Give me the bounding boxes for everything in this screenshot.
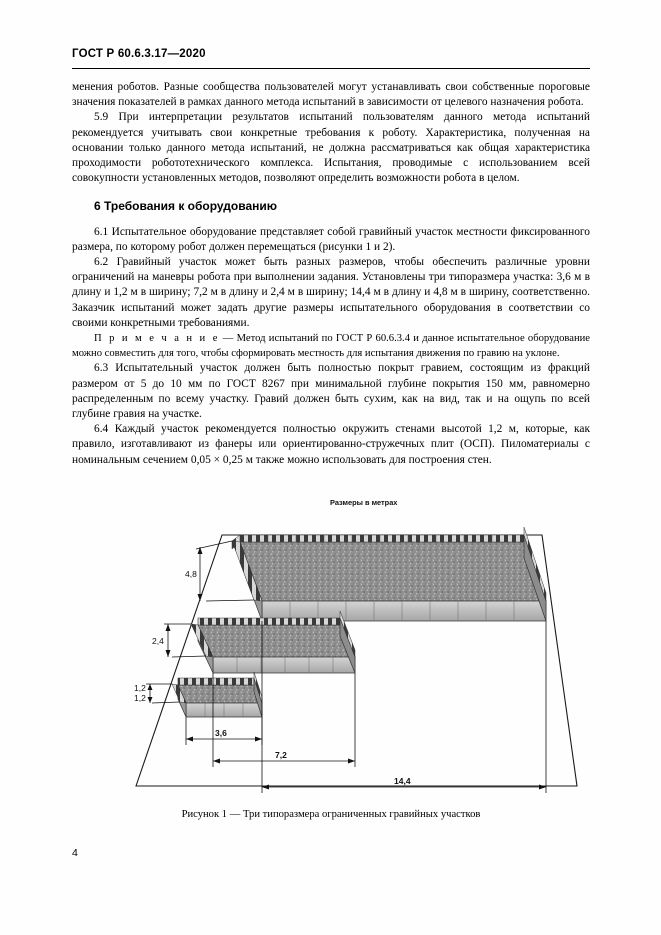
paragraph-6-4: 6.4 Каждый участок рекомендуется полностью окружить стенами высотой 1,2 м, которые, как правило, изготавливают из фанеры или ориентированно-стружечных плит (ОСП). Пиломатериалы с номинальным сечением 0,05 × 0,25 м также можно использовать для построения стен. [72, 423, 590, 466]
figure-1-illustration [72, 505, 590, 805]
dim-14-4: 14,4 [394, 776, 411, 786]
page-number: 4 [72, 847, 78, 859]
dim-4-8: 4,8 [185, 569, 197, 579]
dim-7-2: 7,2 [275, 750, 287, 760]
dim-2-4: 2,4 [152, 636, 164, 646]
note-label: П р и м е ч а н и е [94, 333, 220, 345]
paragraph-5-9: 5.9 При интерпретации результатов испытаний пользователям данного метода испытаний рекомендуется учитывать свои конкретные требования к роботу. Характеристика, полученная на основании только данного метода испытаний, не должна рассматриваться как общая характеристика проходимости робототехнического комплекса. Испытания, проводимые с использованием всей совокупности установленных методов, позволяют определить возможности робота в целом. [72, 111, 590, 185]
section-heading-6: 6 Требования к оборудованию [94, 199, 277, 214]
paragraph-6-1: 6.1 Испытательное оборудование представляет собой гравийный участок местности фиксированного размера, по которому робот должен перемещаться (рисунки 1 и 2). [72, 225, 590, 253]
page-content [72, 80, 590, 468]
paragraph-6-3: 6.3 Испытательный участок должен быть полностью покрыт гравием, состоящим из фракций размером от 5 до 10 мм по ГОСТ 8267 при минимальной глубине покрытия 150 мм, равномерно распределенным по всему участку. Гравий должен быть сухим, как на вид, так и на ощупь по всей глубине гравия на участке. [72, 362, 590, 421]
dim-1-2-b: 1,2 [134, 693, 146, 703]
page-header: ГОСТ Р 60.6.3.17—2020 [72, 48, 206, 60]
paragraph-continued: менения роботов. Разные сообщества пользователей могут устанавливать свои собственные пороговые значения показателей в рамках данного метода испытаний в зависимости от целевого назначения робота. [72, 81, 590, 109]
header-divider [72, 68, 590, 69]
figure-1 [72, 497, 590, 827]
dim-3-6: 3,6 [215, 728, 227, 738]
figure-units-label: Размеры в метрах [330, 498, 398, 507]
dim-1-2-a: 1,2 [134, 683, 146, 693]
note-block [72, 331, 590, 361]
figure-caption: Рисунок 1 — Три типоразмера ограниченных гравийных участков [181, 809, 481, 820]
paragraph-6-2: 6.2 Гравийный участок может быть разных размеров, чтобы обеспечить различные уровни ограничений на маневры робота при выполнении задания. Установлены три типоразмера участка: 3,6 м в длину и 1,2 м в ширину; 7,2 м в длину и 2,4 м в ширину; 14,4 м в длину и 4,8 м в ширину, соответственно. Заказчик испытаний может задать другие размеры испытательного оборудования в соответствии со своими конкретными требованиями. [72, 256, 590, 329]
note-text: — Метод испытаний по ГОСТ Р 60.6.3.4 и данное испытательное оборудование можно совместить для того, чтобы сформировать местность для испытания движения по гравию на уклоне. [72, 333, 590, 360]
